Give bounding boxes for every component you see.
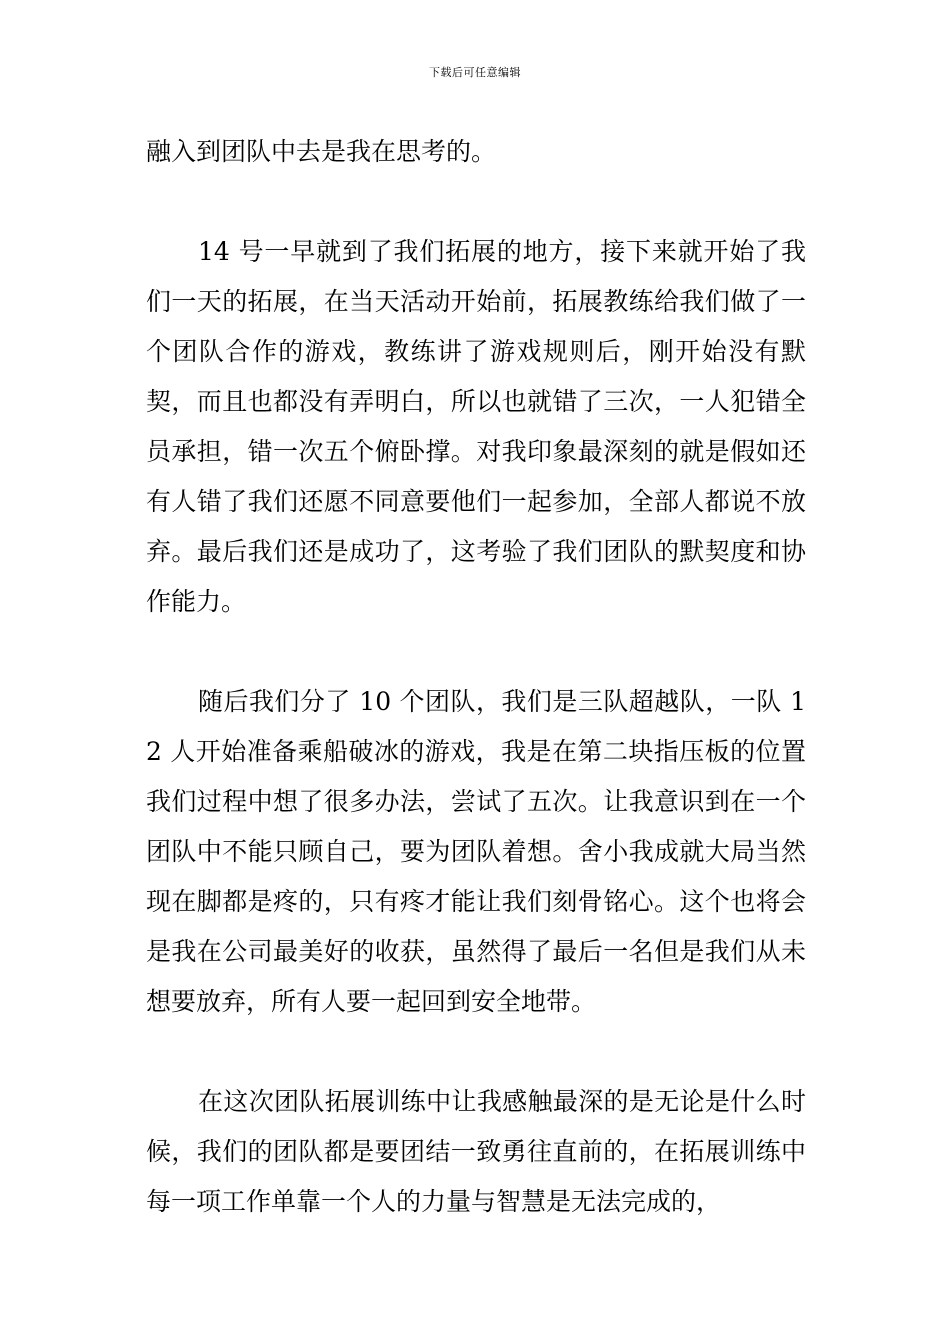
- paragraph-reflection: 在这次团队拓展训练中让我感触最深的是无论是什么时候，我们的团队都是要团结一致勇往直前的，在拓展训练中每一项工作单靠一个人的力量与智慧是无法完成的，: [146, 1087, 806, 1216]
- document-body: [146, 127, 806, 1227]
- page-header-note: 下载后可任意编辑: [429, 66, 521, 79]
- paragraph-icebreaker-game: 随后我们分了 10 个团队，我们是三队超越队，一队 12 人开始准备乘船破冰的游戏，我是在第二块指压板的位置我们过程中想了很多办法，尝试了五次。让我意识到在一个团队中不能只顾自己，要为团队着想。舍小我成就大局当然现在脚都是疼的，只有疼才能让我们刻骨铭心。这个也将会是我在公司最美好的收获，虽然得了最后一名但是我们从未想要放弃，所有人要一起回到安全地带。: [146, 687, 806, 1016]
- paragraph-morning-activity: 14 号一早就到了我们拓展的地方，接下来就开始了我们一天的拓展，在当天活动开始前，拓展教练给我们做了一个团队合作的游戏，教练讲了游戏规则后，刚开始没有默契，而且也都没有弄明白，所以也就错了三次，一人犯错全员承担，错一次五个俯卧撑。对我印象最深刻的就是假如还有人错了我们还愿不同意要他们一起参加，全部人都说不放弃。最后我们还是成功了，这考验了我们团队的默契度和协作能力。: [146, 237, 806, 616]
- paragraph-continuation: 融入到团队中去是我在思考的。: [146, 137, 497, 166]
